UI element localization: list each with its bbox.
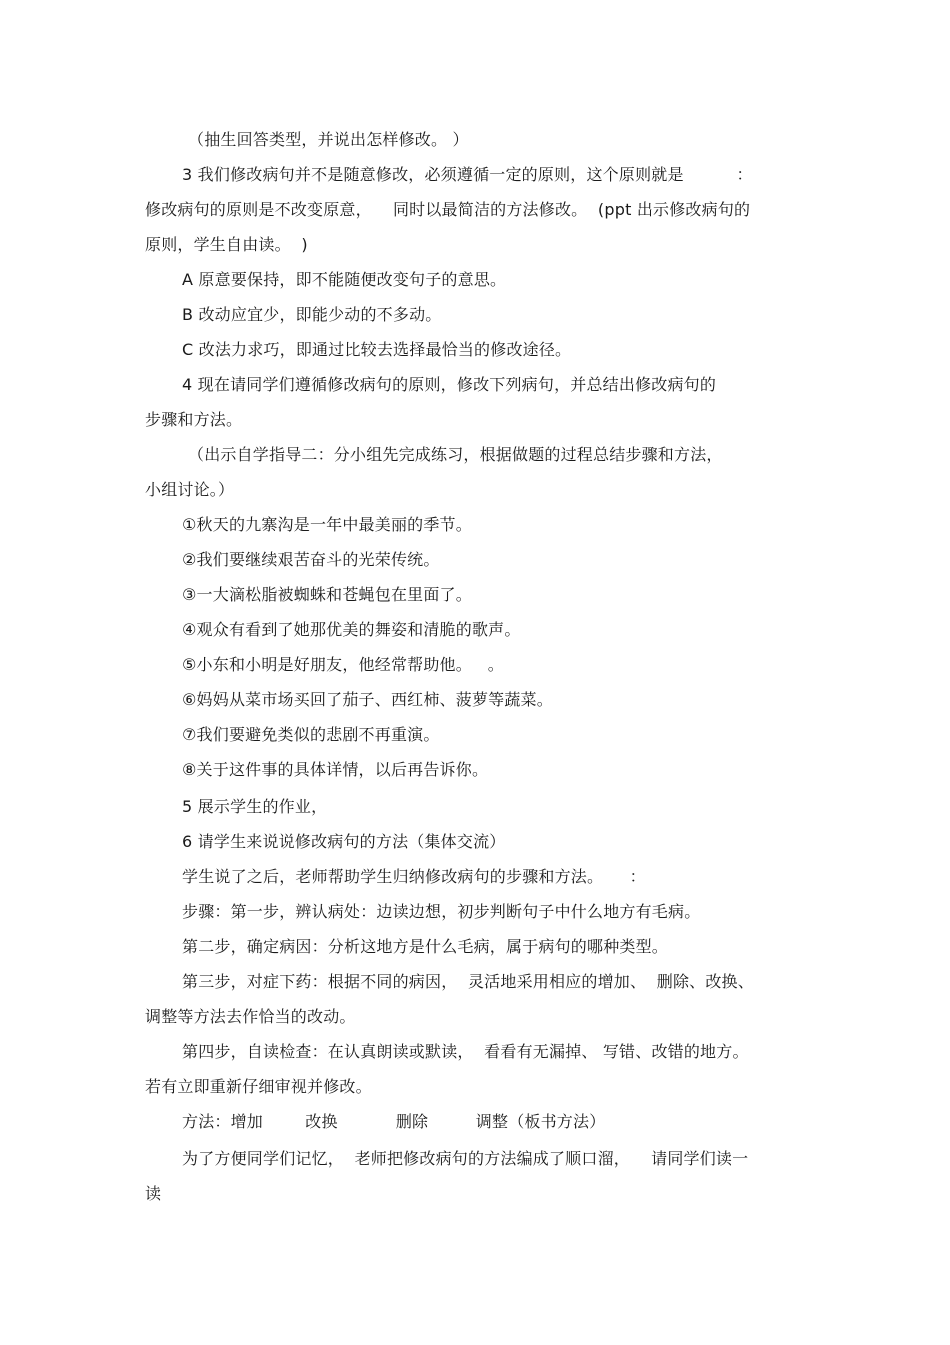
text-line: 调整等方法去作恰当的改动。 <box>145 1007 356 1026</box>
text-line: 步骤：第一步，辨认病处：边读边想，初步判断句子中什么地方有毛病。 <box>182 902 701 921</box>
text-line: 6 请学生来说说修改病句的方法（集体交流） <box>182 832 506 851</box>
text-line: 学生说了之后，老师帮助学生归纳修改病句的步骤和方法。 ： <box>182 867 646 886</box>
text-line: 读 <box>145 1184 162 1203</box>
text-line: B 改动应宜少，即能少动的不多动。 <box>182 305 442 324</box>
text-line: 修改病句的原则是不改变原意， 同时以最简洁的方法修改。 (ppt 出示修改病句的 <box>145 200 751 219</box>
text-line: 若有立即重新仔细审视并修改。 <box>145 1077 372 1096</box>
list-item: ⑥妈妈从菜市场买回了茄子、西红柿、菠萝等蔬菜。 <box>182 690 553 709</box>
list-item: ⑦我们要避免类似的悲剧不再重演。 <box>182 725 440 744</box>
text-line: 4 现在请同学们遵循修改病句的原则，修改下列病句，并总结出修改病句的 <box>182 375 717 394</box>
text-line: 第二步，确定病因：分析这地方是什么毛病，属于病句的哪种类型。 <box>182 937 669 956</box>
text-line: A 原意要保持，即不能随便改变句子的意思。 <box>182 270 507 289</box>
list-item: ⑤小东和小明是好朋友，他经常帮助他。 。 <box>182 655 505 674</box>
list-item: ⑧关于这件事的具体详情，以后再告诉你。 <box>182 760 489 779</box>
list-item: ②我们要继续艰苦奋斗的光荣传统。 <box>182 550 440 569</box>
text-line: 第四步，自读检查：在认真朗读或默读， 看看有无漏掉、 写错、改错的地方。 <box>182 1042 749 1061</box>
list-item: ④观众有看到了她那优美的舞姿和清脆的歌声。 <box>182 620 521 639</box>
text-line: 步骤和方法。 <box>145 410 243 429</box>
text-line: （出示自学指导二：分小组先完成练习，根据做题的过程总结步骤和方法， <box>188 445 723 464</box>
text-line: 小组讨论。） <box>145 480 235 499</box>
text-line: 3 我们修改病句并不是随意修改，必须遵循一定的原则，这个原则就是 ： <box>182 165 753 184</box>
text-line: 原则，学生自由读。 ) <box>145 235 308 254</box>
text-line: （抽生回答类型，并说出怎样修改。 ） <box>188 130 469 149</box>
list-item: ③一大滴松脂被蜘蛛和苍蝇包在里面了。 <box>182 585 472 604</box>
text-line: 5 展示学生的作业， <box>182 797 328 816</box>
text-line: C 改法力求巧，即通过比较去选择最恰当的修改途径。 <box>182 340 572 359</box>
text-line: 第三步，对症下药：根据不同的病因， 灵活地采用相应的增加、 删除、改换、 <box>182 972 754 991</box>
text-line: 方法：增加 改换 删除 调整（板书方法） <box>182 1112 606 1131</box>
text-line: 为了方便同学们记忆， 老师把修改病句的方法编成了顺口溜， 请同学们读一 <box>182 1149 749 1168</box>
list-item: ①秋天的九寨沟是一年中最美丽的季节。 <box>182 515 472 534</box>
